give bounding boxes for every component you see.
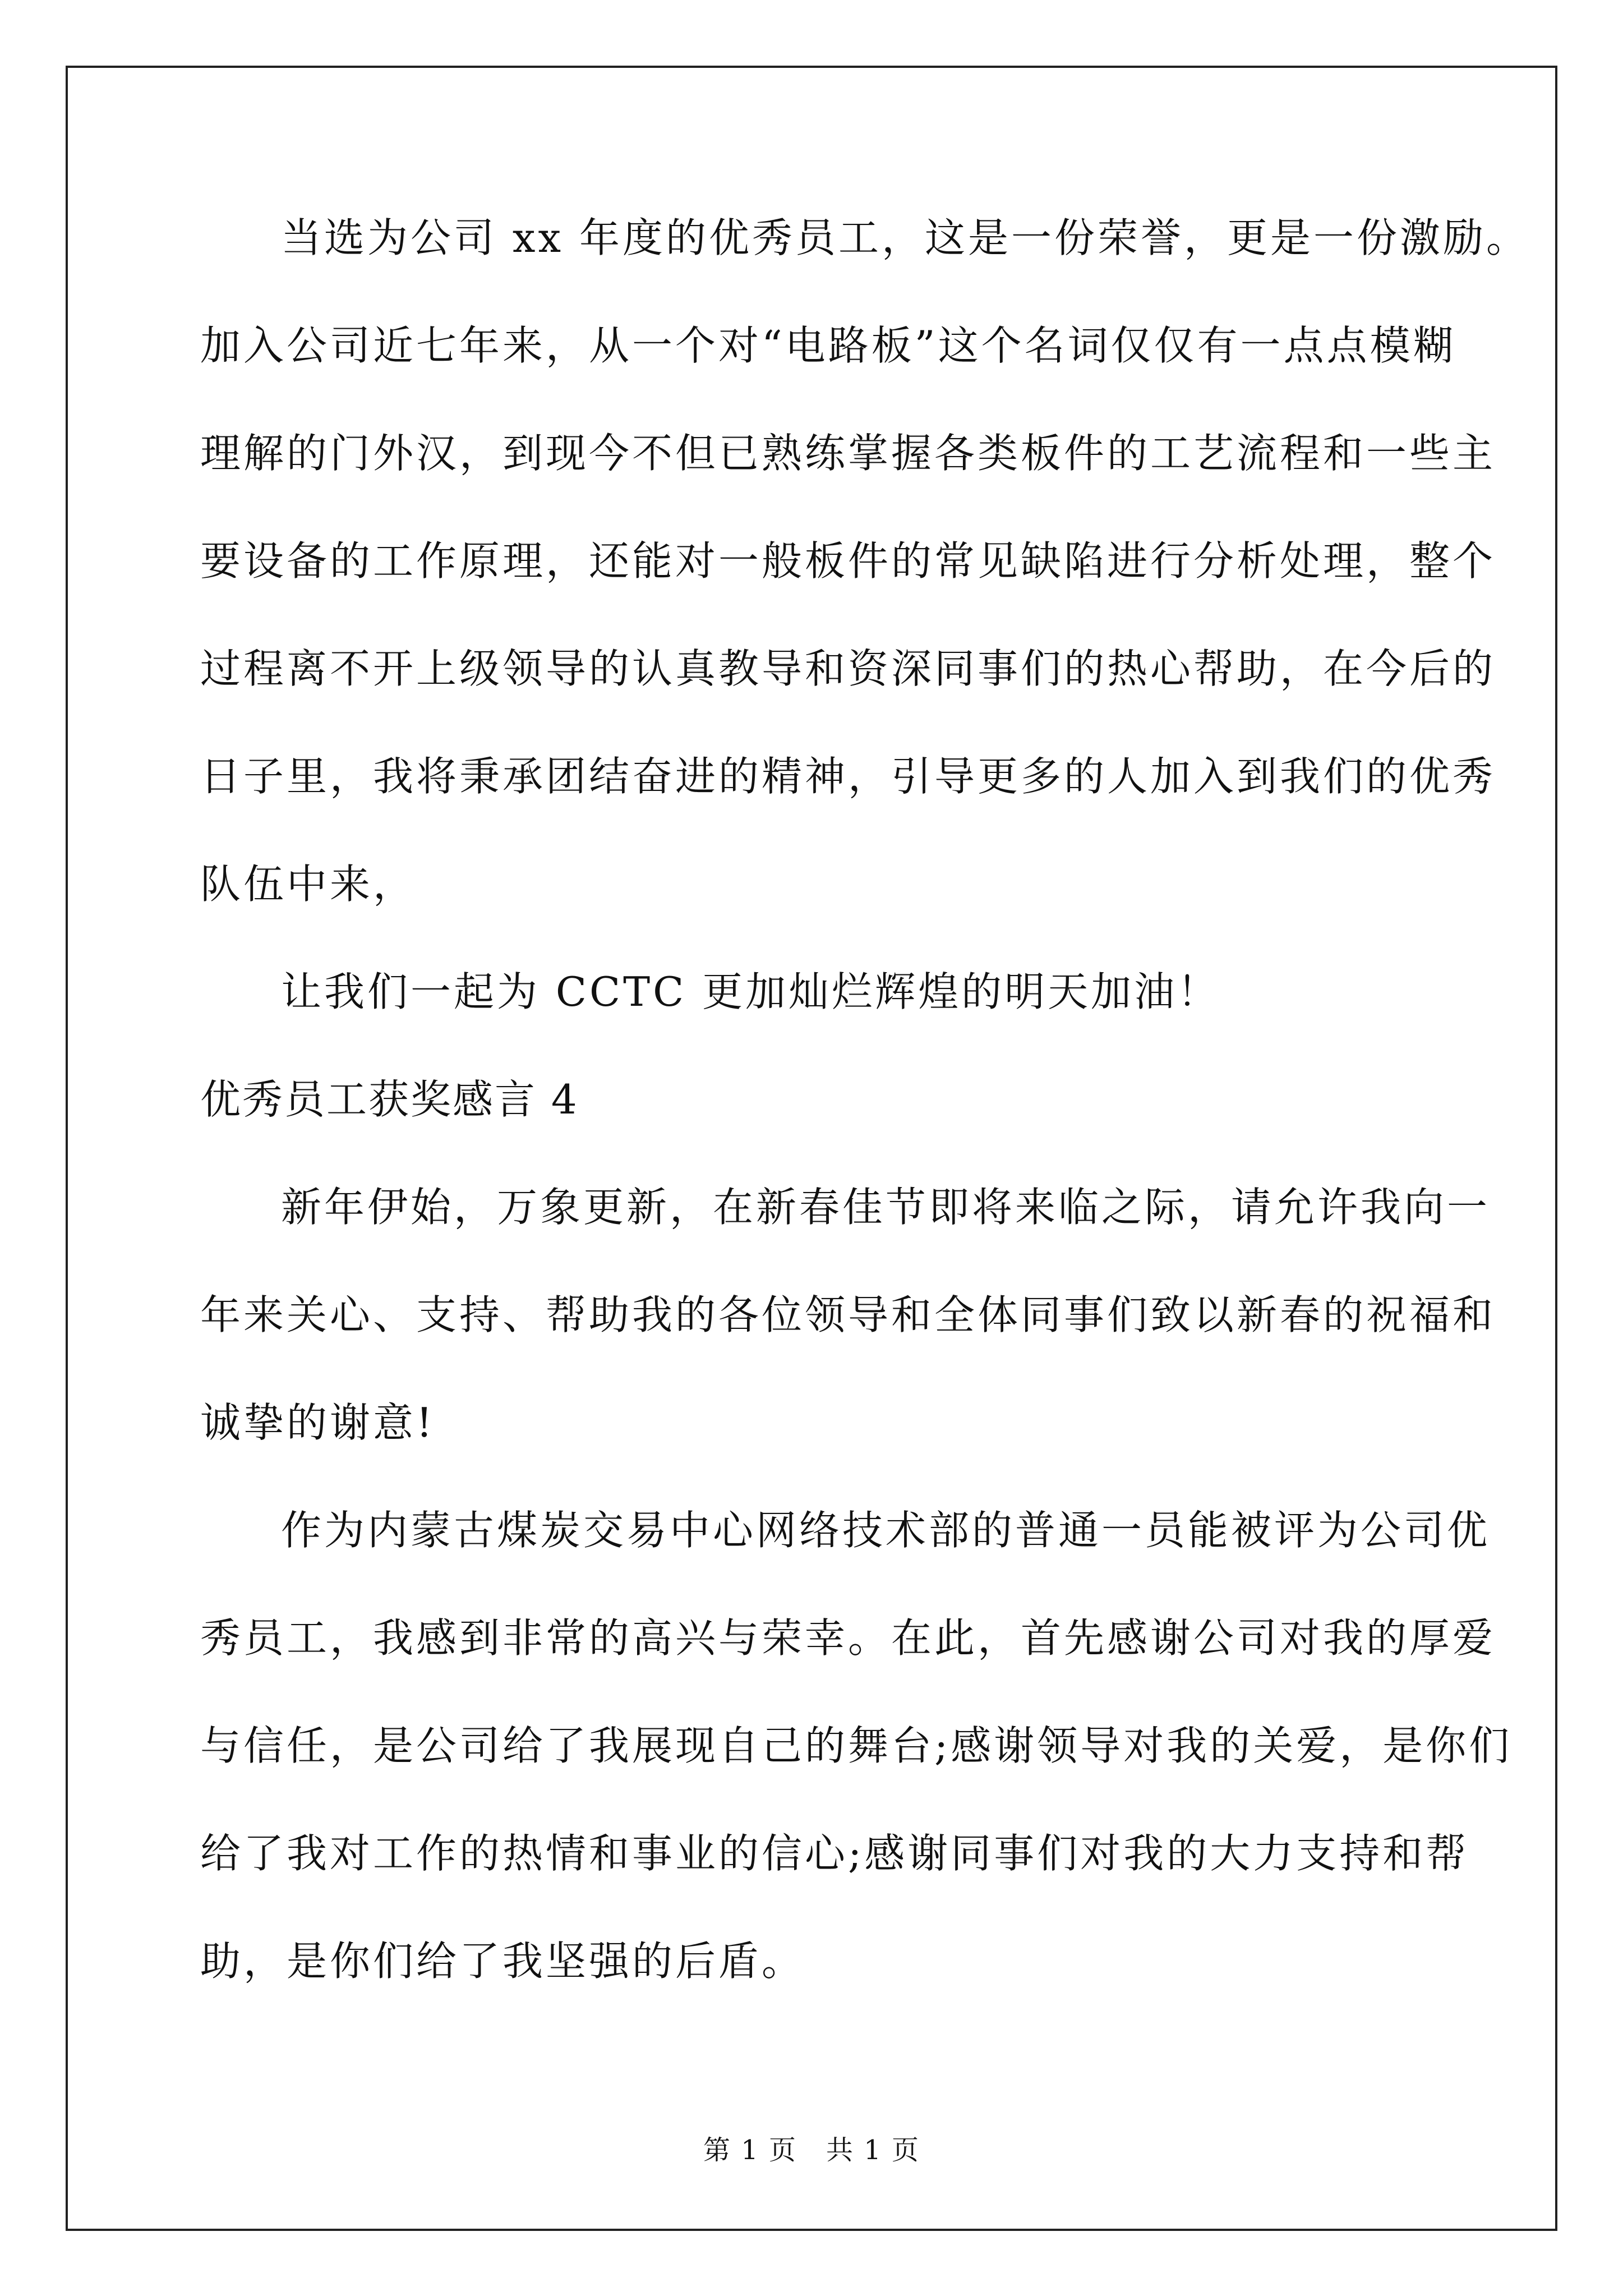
paragraph xyxy=(200,965,1434,1019)
page-number: 第 1 页 xyxy=(703,2134,797,2166)
text-line: 给了我对工作的热情和事业的信心;感谢同事们对我的大力支持和帮 xyxy=(200,1830,1469,1877)
document-body xyxy=(200,211,1529,2042)
text-line: 年来关心、支持、帮助我的各位领导和全体同事们致以新春的祝福和 xyxy=(200,1291,1496,1338)
page-count: 共 1 页 xyxy=(826,2134,920,2166)
text-line: 队伍中来， xyxy=(200,861,417,908)
text-line: 加入公司近七年来，从一个对“电路板”这个名词仅仅有一点点模糊 xyxy=(200,322,1456,369)
paragraph xyxy=(200,1180,1496,1450)
text-line: 理解的门外汉，到现今不但已熟练掌握各类板件的工艺流程和一些主 xyxy=(200,430,1496,477)
text-line: 日子里，我将秉承团结奋进的精神，引导更多的人加入到我们的优秀 xyxy=(200,753,1496,800)
page-footer xyxy=(0,2133,1623,2167)
text-line: 助，是你们给了我坚强的后盾。 xyxy=(200,1938,805,1985)
section-heading xyxy=(200,1073,1434,1126)
text-line: 诚挚的谢意! xyxy=(200,1399,435,1446)
text-line: 要设备的工作原理，还能对一般板件的常见缺陷进行分析处理，整个 xyxy=(200,537,1496,585)
text-line: 作为内蒙古煤炭交易中心网络技术部的普通一员能被评为公司优 xyxy=(281,1507,1491,1554)
paragraph xyxy=(200,211,1529,911)
text-line: 与信任，是公司给了我展现自己的舞台;感谢领导对我的关爱，是你们 xyxy=(200,1722,1513,1769)
text-line: 当选为公司 xx 年度的优秀员工，这是一份荣誉，更是一份激励。 xyxy=(281,214,1529,261)
paragraph xyxy=(200,1503,1513,1988)
text-line: 新年伊始，万象更新，在新春佳节即将来临之际，请允许我向一 xyxy=(281,1184,1491,1231)
text-line: 过程离不开上级领导的认真教导和资深同事们的热心帮助，在今后的 xyxy=(200,645,1496,692)
heading-line: 优秀员工获奖感言 4 xyxy=(200,1076,579,1123)
text-line: 秀员工，我感到非常的高兴与荣幸。在此，首先感谢公司对我的厚爱 xyxy=(200,1614,1496,1662)
text-line: 让我们一起为 CCTC 更加灿烂辉煌的明天加油！ xyxy=(281,968,1221,1015)
